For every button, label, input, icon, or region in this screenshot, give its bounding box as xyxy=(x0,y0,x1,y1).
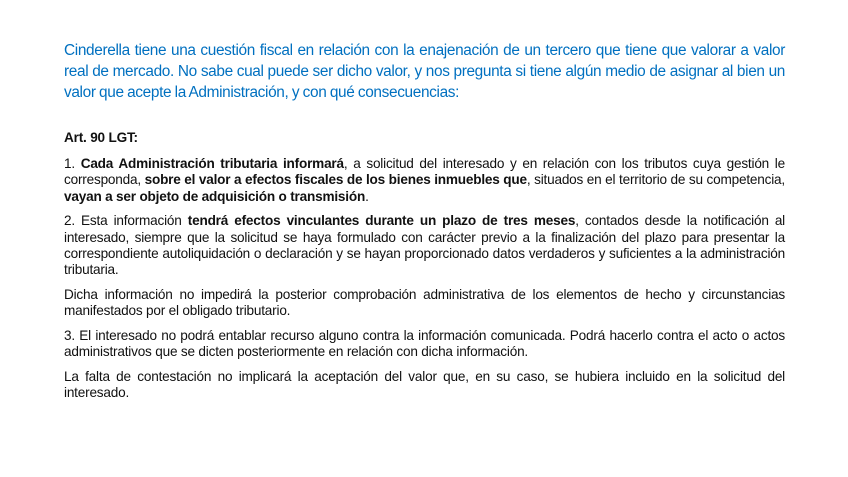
article-heading: Art. 90 LGT: xyxy=(64,130,138,145)
plain-text: . xyxy=(365,188,369,204)
bold-text: sobre el valor a efectos fiscales de los bienes inmuebles que xyxy=(144,172,527,188)
article-paragraph-3: Dicha información no impedirá la posterior comprobación administrativa de los elementos de hecho y circunstancias manifestados por el obligado tributario. xyxy=(64,286,785,319)
bold-text: Cada Administración tributaria informará xyxy=(80,156,344,172)
question-text: Cinderella tiene una cuestión fiscal en relación con la enajenación de un tercero que tiene que valorar a valor real de mercado. No sabe cual puede ser dicho valor, y nos pregunta si tiene algún medio de asignar al bien un valor que acepte la Administración, y con qué consecuencias: xyxy=(64,42,785,101)
article-paragraph-5: La falta de contestación no implicará la aceptación del valor que, en su caso, se hubiera incluido en la solicitud del interesado. xyxy=(64,368,785,401)
plain-text: , contados desde la notificación al interesado, siempre que la solicitud se haya formulado con carácter previo a la finalización del plazo para presentar la correspondiente autoliquidación o declaración y se hayan proporcionado datos verdaderos y suficientes a la administración tributaria. xyxy=(64,213,786,278)
plain-text: , a solicitud del interesado y en relación con los tributos cuya gestión le corresponda, xyxy=(64,156,785,188)
article-paragraph-1 xyxy=(64,156,785,205)
article-paragraph-2 xyxy=(64,213,785,278)
article-paragraph-4: 3. El interesado no podrá entablar recurso alguno contra la información comunicada. Podrá hacerlo contra el acto o actos administrativos que se dicten posteriormente en relación con dicha información. xyxy=(64,327,785,360)
plain-text: 2. Esta información xyxy=(64,213,188,229)
bold-text: vayan a ser objeto de adquisición o transmisión xyxy=(64,188,366,204)
bold-text: tendrá efectos vinculantes durante un plazo de tres meses xyxy=(187,213,576,229)
question-block xyxy=(64,40,785,103)
plain-text: , situados en el territorio de su competencia, xyxy=(526,172,785,188)
article-block xyxy=(64,130,785,410)
paragraph-number: 1. xyxy=(64,156,81,172)
